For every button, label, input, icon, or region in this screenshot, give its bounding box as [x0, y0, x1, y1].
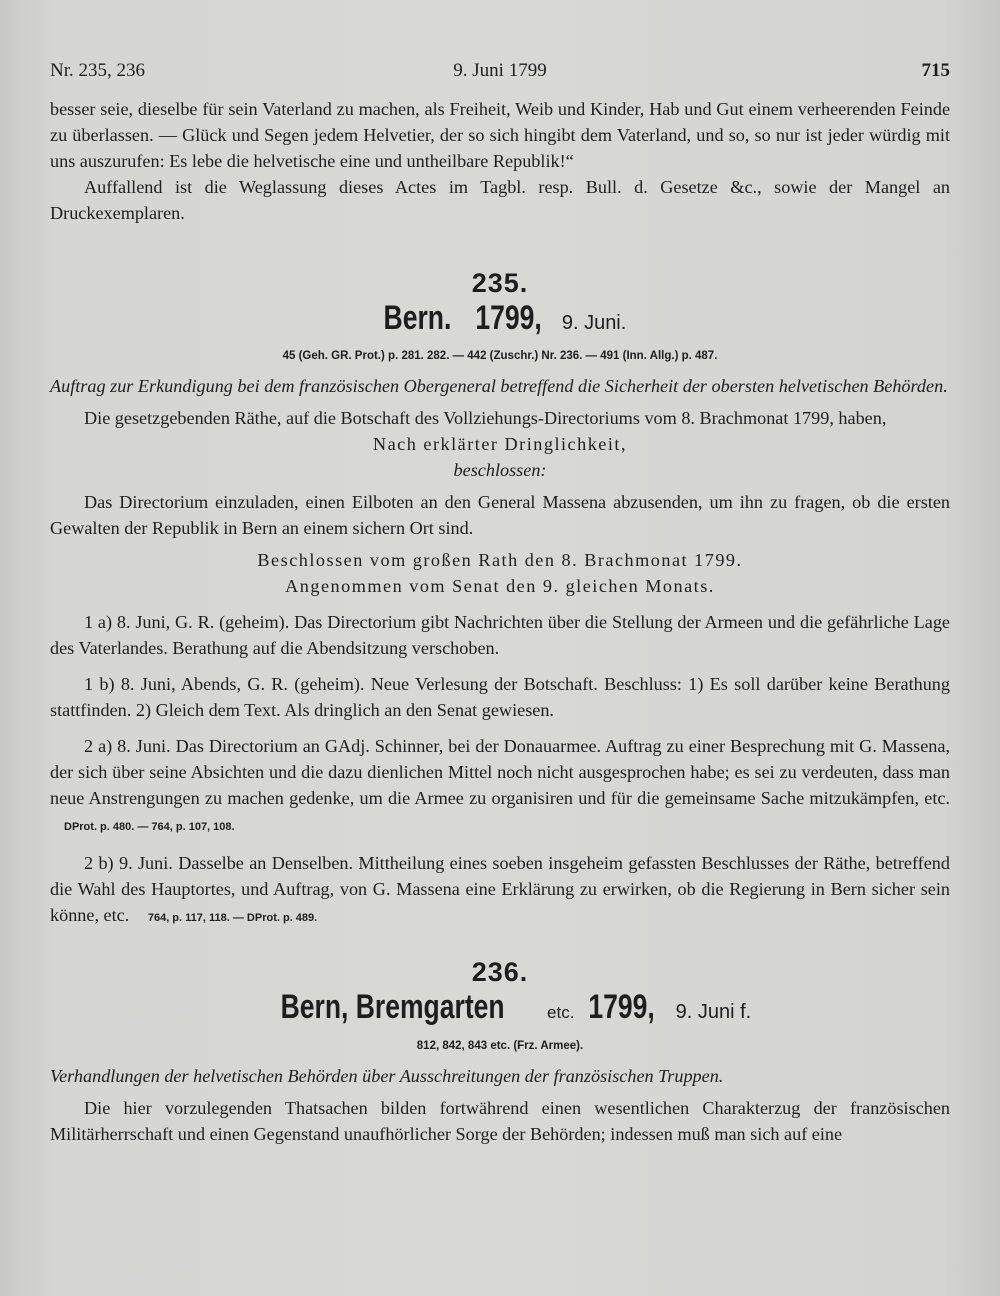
- heading-etc: etc.: [547, 1003, 575, 1022]
- urgency-line: Nach erklärter Dringlichkeit,: [372, 434, 628, 454]
- intro-line: verheerenden Feinde zu überlassen. — Glück und Segen jedem Helvetier, der so sich hingibt dem Vaterland,: [50, 99, 951, 145]
- header-date: 9. Juni 1799: [453, 60, 547, 81]
- page-number: 715: [921, 60, 950, 81]
- heading-year: 1799,: [475, 299, 542, 337]
- entry-text: 2 b) 9. Juni. Dasselbe an Denselben. Mittheilung eines soeben insgeheim gefassten Beschlusses der Räthe, betreffend die Wahl des Hauptortes, und Auftrag, von G. Massena eine Erklärung zu erwirken, ob die Regierung in Bern sicher sein könne, etc.: [50, 853, 950, 925]
- header-document-numbers: Nr. 235, 236: [50, 60, 145, 81]
- document-summary: Verhandlungen der helvetischen Behörden über Ausschreitungen der französischen Truppen.: [50, 1066, 724, 1086]
- document-number: 236.: [471, 957, 529, 987]
- intro-note: Auffallend ist die Weglassung dieses Actes im Tagbl. resp. Bull. d. Gesetze &c., sowie der Mangel an Druckexemplaren.: [50, 177, 950, 223]
- archive-references: 45 (Geh. GR. Prot.) p. 281. 282. — 442 (Zuschr.) Nr. 236. — 491 (Inn. Allg.) p. 487.: [282, 350, 718, 362]
- intro-line: besser seie, dieselbe für sein Vaterland zu machen, als Freiheit, Weib und Kinder, Hab und Gut einem: [50, 99, 793, 119]
- intro-paragraph: [50, 96, 950, 174]
- document-summary: Auftrag zur Erkundigung bei dem französischen Obergeneral betreffend die Sicherheit der obersten helvetischen Behörden.: [50, 376, 948, 396]
- entry-paragraph: [50, 733, 950, 840]
- entry-paragraph: 1 b) 8. Juni, Abends, G. R. (geheim). Neue Verlesung der Botschaft. Beschluss: 1) Es soll darüber keine Berathung stattfinden. 2) Gleich dem Text. Als dringlich an den Senat gewiesen.: [50, 674, 950, 720]
- entry-paragraph: [50, 850, 950, 931]
- entry-paragraph: 1 a) 8. Juni, G. R. (geheim). Das Directorium gibt Nachrichten über die Stellung der Armeen und die gefährliche Lage des Vaterlandes. Berathung auf die Abendsitzung verschoben.: [50, 612, 950, 658]
- closing-line: Angenommen vom Senat den 9. gleichen Monats.: [285, 576, 715, 596]
- document-heading: [50, 298, 950, 343]
- heading-place: Bern, Bremgarten: [280, 988, 505, 1026]
- heading-year: 1799,: [588, 988, 656, 1026]
- heading-date: 9. Juni f.: [675, 1001, 752, 1023]
- document-number: 235.: [471, 268, 529, 298]
- resolution-text: Das Directorium einzuladen, einen Eilboten an den General Massena abzusenden, um ihn zu fragen, ob die ersten Gewalten der Republik in Bern an einem sichern Ort sind.: [50, 492, 950, 538]
- archive-references: 812, 842, 843 etc. (Frz. Armee).: [416, 1040, 584, 1052]
- entry-source: DProt. p. 480. — 764, p. 107, 108.: [64, 821, 235, 833]
- closing-line: Beschlossen vom großen Rath den 8. Brachmonat 1799.: [257, 550, 743, 570]
- resolution-paragraph: Die gesetzgebenden Räthe, auf die Botschaft des Vollziehungs-Directoriums vom 8. Brachmonat 1799, haben,: [84, 408, 887, 428]
- heading-place: Bern.: [383, 299, 452, 337]
- intro-line: und so, so nur ist jeder würdig mit uns auszurufen: Es lebe die helvetische eine und untheilbare Republik!“: [50, 125, 951, 171]
- body-paragraph: Die hier vorzulegenden Thatsachen bilden fortwährend einen wesentlichen Charakterzug der französischen Militärherrschaft und einen Gegenstand unaufhörlicher Sorge der Behörden; indessen muß man sich auf eine: [50, 1098, 950, 1144]
- entry-text: 2 a) 8. Juni. Das Directorium an GAdj. Schinner, bei der Donauarmee. Auftrag zu einer Besprechung mit G. Massena, der sich über seine Absichten und die dazu dienlichen Mittel noch nicht ausgesprochen habe; es sei zu verdeuten, dass man neue Anstrengungen zu machen gedenke, um die Armee zu organisiren und für die gemeinsame Sache mitzukämpfen, etc.: [50, 736, 950, 808]
- page-body: [50, 96, 950, 1147]
- document-heading: [50, 987, 950, 1033]
- heading-date: 9. Juni.: [561, 312, 627, 334]
- running-header: [50, 60, 950, 86]
- entry-source: 764, p. 117, 118. — DProt. p. 489.: [147, 912, 318, 924]
- resolved-line: beschlossen:: [453, 460, 547, 480]
